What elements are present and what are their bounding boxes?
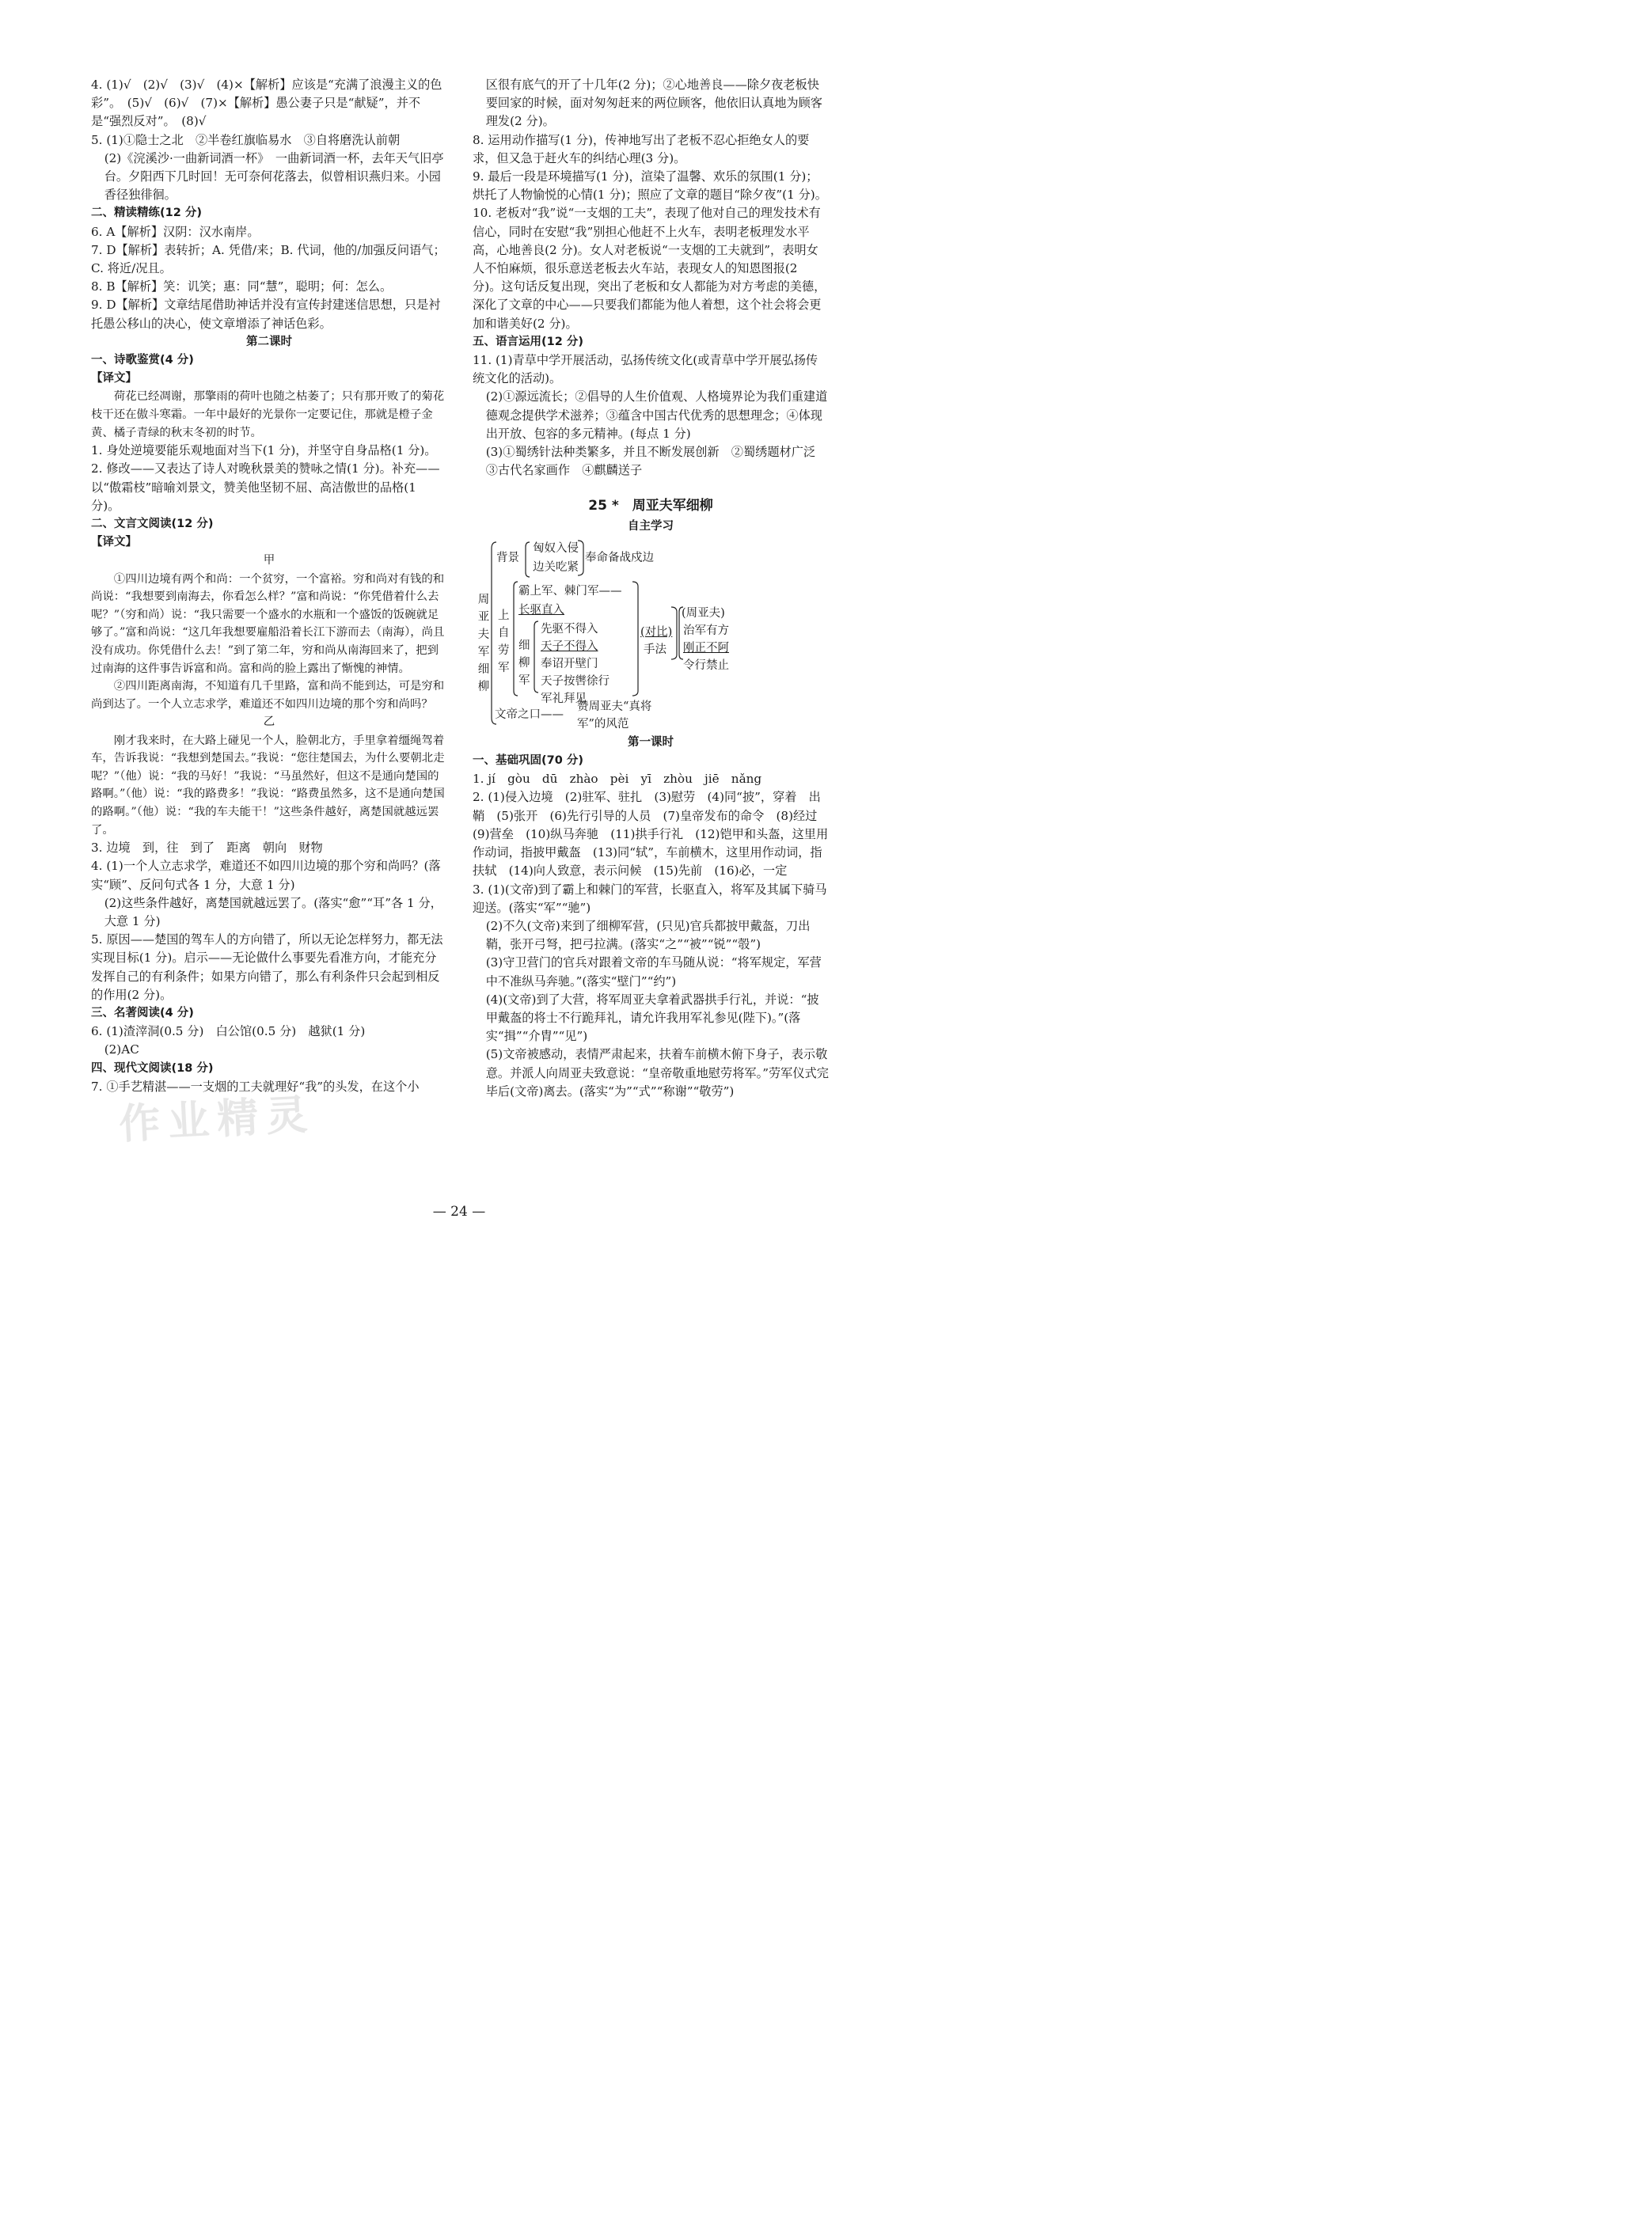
language-answer-11-2: (2)①源远流长；②倡导的人生价值观、人格境界论为我们重建道德观念提供学术滋养；③蕴含中国古代优秀的思想理念；④体现出开放、包容的多元精神。(每点 1 分) bbox=[485, 389, 828, 441]
language-answer-11-3: (3)①蜀绣针法种类繁多，并且不断发展创新 ②蜀绣题材广泛 ③古代名家画作 ④麒麟送子 bbox=[485, 445, 828, 478]
answer-9: 9. D【解析】文章结尾借助神话并没有宣传封建迷信思想，只是衬托愚公移山的决心，使文章增添了神话色彩。 bbox=[91, 298, 441, 331]
contrast-label: (对比) bbox=[640, 625, 673, 639]
passage-yi: 刚才我来时，在大路上碰见一个人，脸朝北方，手里拿着缰绳驾着车，告诉我说：“我想到楚国去。”我说：“您往楚国去，为什么要朝北走呢？”（他）说：“我的马好！”我说：“马虽然好，但这不是通向楚国的路啊。”（他）说：“我的路费多！”我说：“路费虽然多，这不是通向楚国的路啊。”（他）说：“我的车夫能干！”这些条件越好，离楚国就越远罢了。 bbox=[91, 734, 445, 837]
translation-label-1: 【译文】 bbox=[91, 372, 137, 385]
section-classical: 二、文言文阅读(12 分) bbox=[91, 518, 214, 531]
page-number: — 24 — bbox=[432, 1204, 486, 1220]
basics-answer-3-3: (3)守卫营门的官兵对跟着文帝的车马随从说：“将军规定，军营中不准纵马奔驰。”(落实“壁门”“约”) bbox=[485, 955, 822, 989]
background-result: 奉命备战戍边 bbox=[585, 551, 654, 564]
classics-answer-6-2: (2)AC bbox=[104, 1042, 139, 1057]
classical-answer-4-2: (2)这些条件越好，离楚国就越远罢了。(落实“愈”“耳”各 1 分，大意 1 分) bbox=[104, 895, 442, 928]
passage-yi-label: 乙 bbox=[263, 715, 275, 729]
section-classics: 三、名著阅读(4 分) bbox=[91, 1007, 194, 1019]
basics-answer-3-2: (2)不久(文帝)来到了细柳军营，(只见)官兵都披甲戴盔，刀出鞘，张开弓弩，把弓拉满。(落实“之”“被”“锐”“彀”) bbox=[485, 918, 811, 952]
classics-answer-6-1: 6. (1)渣滓洞(0.5 分) 白公馆(0.5 分) 越狱(1 分) bbox=[91, 1024, 366, 1039]
xiliu-item-1: 先驱不得入 bbox=[541, 622, 598, 636]
poetry-answer-1: 1. 身处逆境要能乐观地面对当下(1 分)，并坚守自身品格(1 分)。 bbox=[91, 443, 437, 458]
section-poetry: 一、诗歌鉴赏(4 分) bbox=[91, 354, 194, 367]
structure-diagram bbox=[473, 536, 829, 734]
praise-line-1: 赞周亚夫“真将 bbox=[577, 700, 652, 713]
basics-answer-2: 2. (1)侵入边境 (2)驻军、驻扎 (3)慰劳 (4)同“披”，穿着 出鞘 (5)张开 (6)先行引导的人员 (7)皇帝发布的命令 (8)经过 (9)营垒 (10)纵马奔驰 (11)拱手行礼 (12)铠甲和头盔，这里用作动词，指披甲戴盔 (13)同“轼”，车前横木，这里用作动词，指扶轼 (14)向人致意，表示问候 (15)先前 (16)必，一定 bbox=[473, 790, 830, 879]
answer-7: 7. D【解析】表转折；A. 凭借/来；B. 代词，他的/加强反问语气；C. 将近/况且。 bbox=[91, 242, 446, 276]
modern-answer-7-cont: 区很有底气的开了十几年(2 分)；②心地善良——除夕夜老板快要回家的时候，面对匆匆赶来的两位顾客，他依旧认真地为顾客理发(2 分)。 bbox=[485, 78, 822, 129]
xiliu-item-5: 军礼拜见 bbox=[541, 692, 587, 705]
section-heading-2: 二、精读精练(12 分) bbox=[91, 207, 202, 220]
xiliu-label: 细柳军 bbox=[518, 639, 530, 687]
basics-answer-3-5: (5)文帝被感动，表情严肃起来，扶着车前横木俯下身子，表示敬意。并派人向周亚夫致意说：“皇帝敬重地慰劳将军。”劳军仪式完毕后(文帝)离去。(落实“为”“式”“称谢”“敬劳”) bbox=[485, 1047, 829, 1099]
basics-answer-1: 1. jí gòu dū zhào pèi yī zhòu jiē nǎng bbox=[473, 772, 762, 787]
zhouyafu-label: (周亚夫) bbox=[682, 606, 725, 620]
classical-answer-3: 3. 边境 到，往 到了 距离 朝向 财物 bbox=[91, 841, 323, 856]
background-label: 背景 bbox=[496, 551, 519, 564]
trait-2: 刚正不阿 bbox=[683, 641, 729, 655]
visit-close-brace bbox=[632, 582, 638, 696]
answer-6: 6. A【解析】汉阴：汉水南岸。 bbox=[91, 224, 260, 239]
answer-5-2: (2)《浣溪沙·一曲新词酒一杯》 一曲新词酒一杯，去年天气旧亭台。夕阳西下几时回！无可奈何花落去，似曾相识燕归来。小园香径独徘徊。 bbox=[104, 150, 444, 203]
lesson-1-heading: 第一课时 bbox=[628, 735, 674, 749]
passage-jia-label: 甲 bbox=[263, 554, 275, 567]
classical-answer-4-1: 4. (1)一个人立志求学，难道还不如四川边境的那个穷和尚吗？(落实“顾”、反问句式各 1 分，大意 1 分) bbox=[91, 859, 441, 892]
self-study-heading: 自主学习 bbox=[628, 519, 674, 533]
modern-answer-8: 8. 运用动作描写(1 分)，传神地写出了老板不忍心拒绝女人的要求，但又急于赶火车的纠结心理(3 分)。 bbox=[473, 132, 810, 165]
xiliu-item-3: 奉诏开壁门 bbox=[541, 657, 598, 670]
page bbox=[0, 0, 918, 1235]
xiliu-item-2: 天子不得入 bbox=[541, 639, 598, 653]
poetry-answer-2: 2. 修改——又表达了诗人对晚秋景美的赞咏之情(1 分)。补充——以“傲霜枝”暗喻刘景文，赞美他坚韧不屈、高洁傲世的品格(1 分)。 bbox=[91, 461, 440, 513]
lesson-2-heading: 第二课时 bbox=[246, 335, 292, 348]
answer-4: 4. (1)√ (2)√ (3)√ (4)×【解析】应该是“充满了浪漫主义的色彩”。 (5)√ (6)√ (7)×【解析】愚公妻子只是“献疑”，并不是“强烈反对”。 (8)√ bbox=[91, 78, 442, 129]
classical-answer-5: 5. 原因——楚国的驾车人的方向错了，所以无论怎样努力，都无法实现目标(1 分)。启示——无论做什么事要先看准方向，才能充分发挥自己的有利条件；如果方向错了，那么有利条件只会起到相反的作用(2 分)。 bbox=[91, 932, 443, 1002]
lesson-title: 25 * 周亚夫军细柳 bbox=[588, 498, 713, 514]
watermark: 作业精灵 bbox=[117, 1091, 317, 1149]
section-modern: 四、现代文阅读(18 分) bbox=[91, 1061, 214, 1075]
background-item-1: 匈奴入侵 bbox=[533, 541, 579, 555]
trait-3: 令行禁止 bbox=[683, 658, 729, 672]
root-label: 周亚夫军细柳 bbox=[477, 593, 490, 693]
answer-5-1: 5. (1)①隐士之北 ②半卷红旗临易水 ③自将磨洗认前朝 bbox=[91, 132, 401, 147]
praise-line-2: 军”的风范 bbox=[577, 717, 629, 731]
trait-1: 治军有方 bbox=[683, 624, 729, 637]
right-column bbox=[473, 76, 829, 1101]
xiliu-brace bbox=[534, 621, 538, 693]
language-answer-11-1: 11. (1)青草中学开展活动，弘扬传统文化(或青草中学开展弘扬传统文化的活动)。 bbox=[473, 353, 818, 386]
passage-jia-2: ②四川距离南海，不知道有几千里路，富和尚不能到达，可是穷和尚到达了。一个人立志求学，难道还不如四川边境的那个穷和尚吗？ bbox=[91, 680, 445, 711]
background-brace bbox=[526, 542, 530, 577]
background-close-brace bbox=[578, 541, 583, 575]
section-basics: 一、基础巩固(70 分) bbox=[473, 754, 583, 768]
basics-answer-3-1: 3. (1)(文帝)到了霸上和棘门的军营，长驱直入，将军及其属下骑马迎送。(落实“军”“驰”) bbox=[473, 882, 827, 915]
modern-answer-7: 7. ①手艺精湛——一支烟的工夫就理好“我”的头发，在这个小 bbox=[91, 1079, 420, 1094]
bashang-camps: 霸上军、棘门军—— bbox=[518, 584, 622, 598]
poem-translation: 荷花已经凋谢，那擎雨的荷叶也随之枯萎了；只有那开败了的菊花枝干还在傲斗寒霜。一年中最好的光景你一定要记住，那就是橙子金黄、橘子青绿的秋末冬初的时节。 bbox=[91, 390, 445, 439]
section-language: 五、语言运用(12 分) bbox=[473, 335, 583, 348]
basics-answer-3-4: (4)(文帝)到了大营，将军周亚夫拿着武器拱手行礼，并说：“披甲戴盔的将士不行跪拜礼，请允许我用军礼参见(陛下)。”(落实“揖”“介胄”“见”) bbox=[485, 992, 819, 1044]
emperor-label: 文帝之口—— bbox=[495, 708, 564, 721]
bashang-result: 长驱直入 bbox=[518, 603, 564, 617]
visit-label: 上自劳军 bbox=[498, 609, 510, 674]
method-label: 手法 bbox=[644, 643, 666, 656]
left-column bbox=[91, 76, 447, 1096]
visit-brace bbox=[514, 582, 518, 696]
answer-8: 8. B【解析】笑：讥笑；惠：同“慧”，聪明；何：怎么。 bbox=[91, 279, 393, 294]
root-brace bbox=[492, 542, 496, 724]
background-item-2: 边关吃紧 bbox=[533, 560, 579, 574]
passage-jia-1: ①四川边境有两个和尚：一个贫穷，一个富裕。穷和尚对有钱的和尚说：“我想要到南海去，你看怎么样？”富和尚说：“你凭借着什么去呢？”（穷和尚）说：“我只需要一个盛水的水瓶和一个盛饭的饭碗就足够了。”富和尚说：“这几年我想要雇船沿着长江下游而去（南海），尚且没有成功。你凭借什么去！”到了第二年，穷和尚从南海回来了，把到过南海的这件事告诉富和尚。富和尚的脸上露出了惭愧的神情。 bbox=[91, 572, 445, 675]
modern-answer-10: 10. 老板对“我”说“一支烟的工夫”，表现了他对自己的理发技术有信心，同时在安慰“我”别担心他赶不上火车，表明老板理发水平高，心地善良(2 分)。女人对老板说“一支烟的工夫就到”，表明女人不怕麻烦，很乐意送老板去火车站，表现女人的知恩图报(2 分)。这句话反复出现，突出了老板和女人都能为对方考虑的美德，深化了文章的中心——只要我们都能为他人着想，这个社会将会更加和谐美好(2 分)。 bbox=[473, 206, 826, 331]
modern-answer-9: 9. 最后一段是环境描写(1 分)，渲染了温馨、欢乐的氛围(1 分)；烘托了人物愉悦的心情(1 分)；照应了文章的题目“除夕夜”(1 分)。 bbox=[473, 169, 827, 203]
xiliu-item-4: 天子按辔徐行 bbox=[541, 674, 610, 688]
translation-label-2: 【译文】 bbox=[91, 536, 137, 549]
